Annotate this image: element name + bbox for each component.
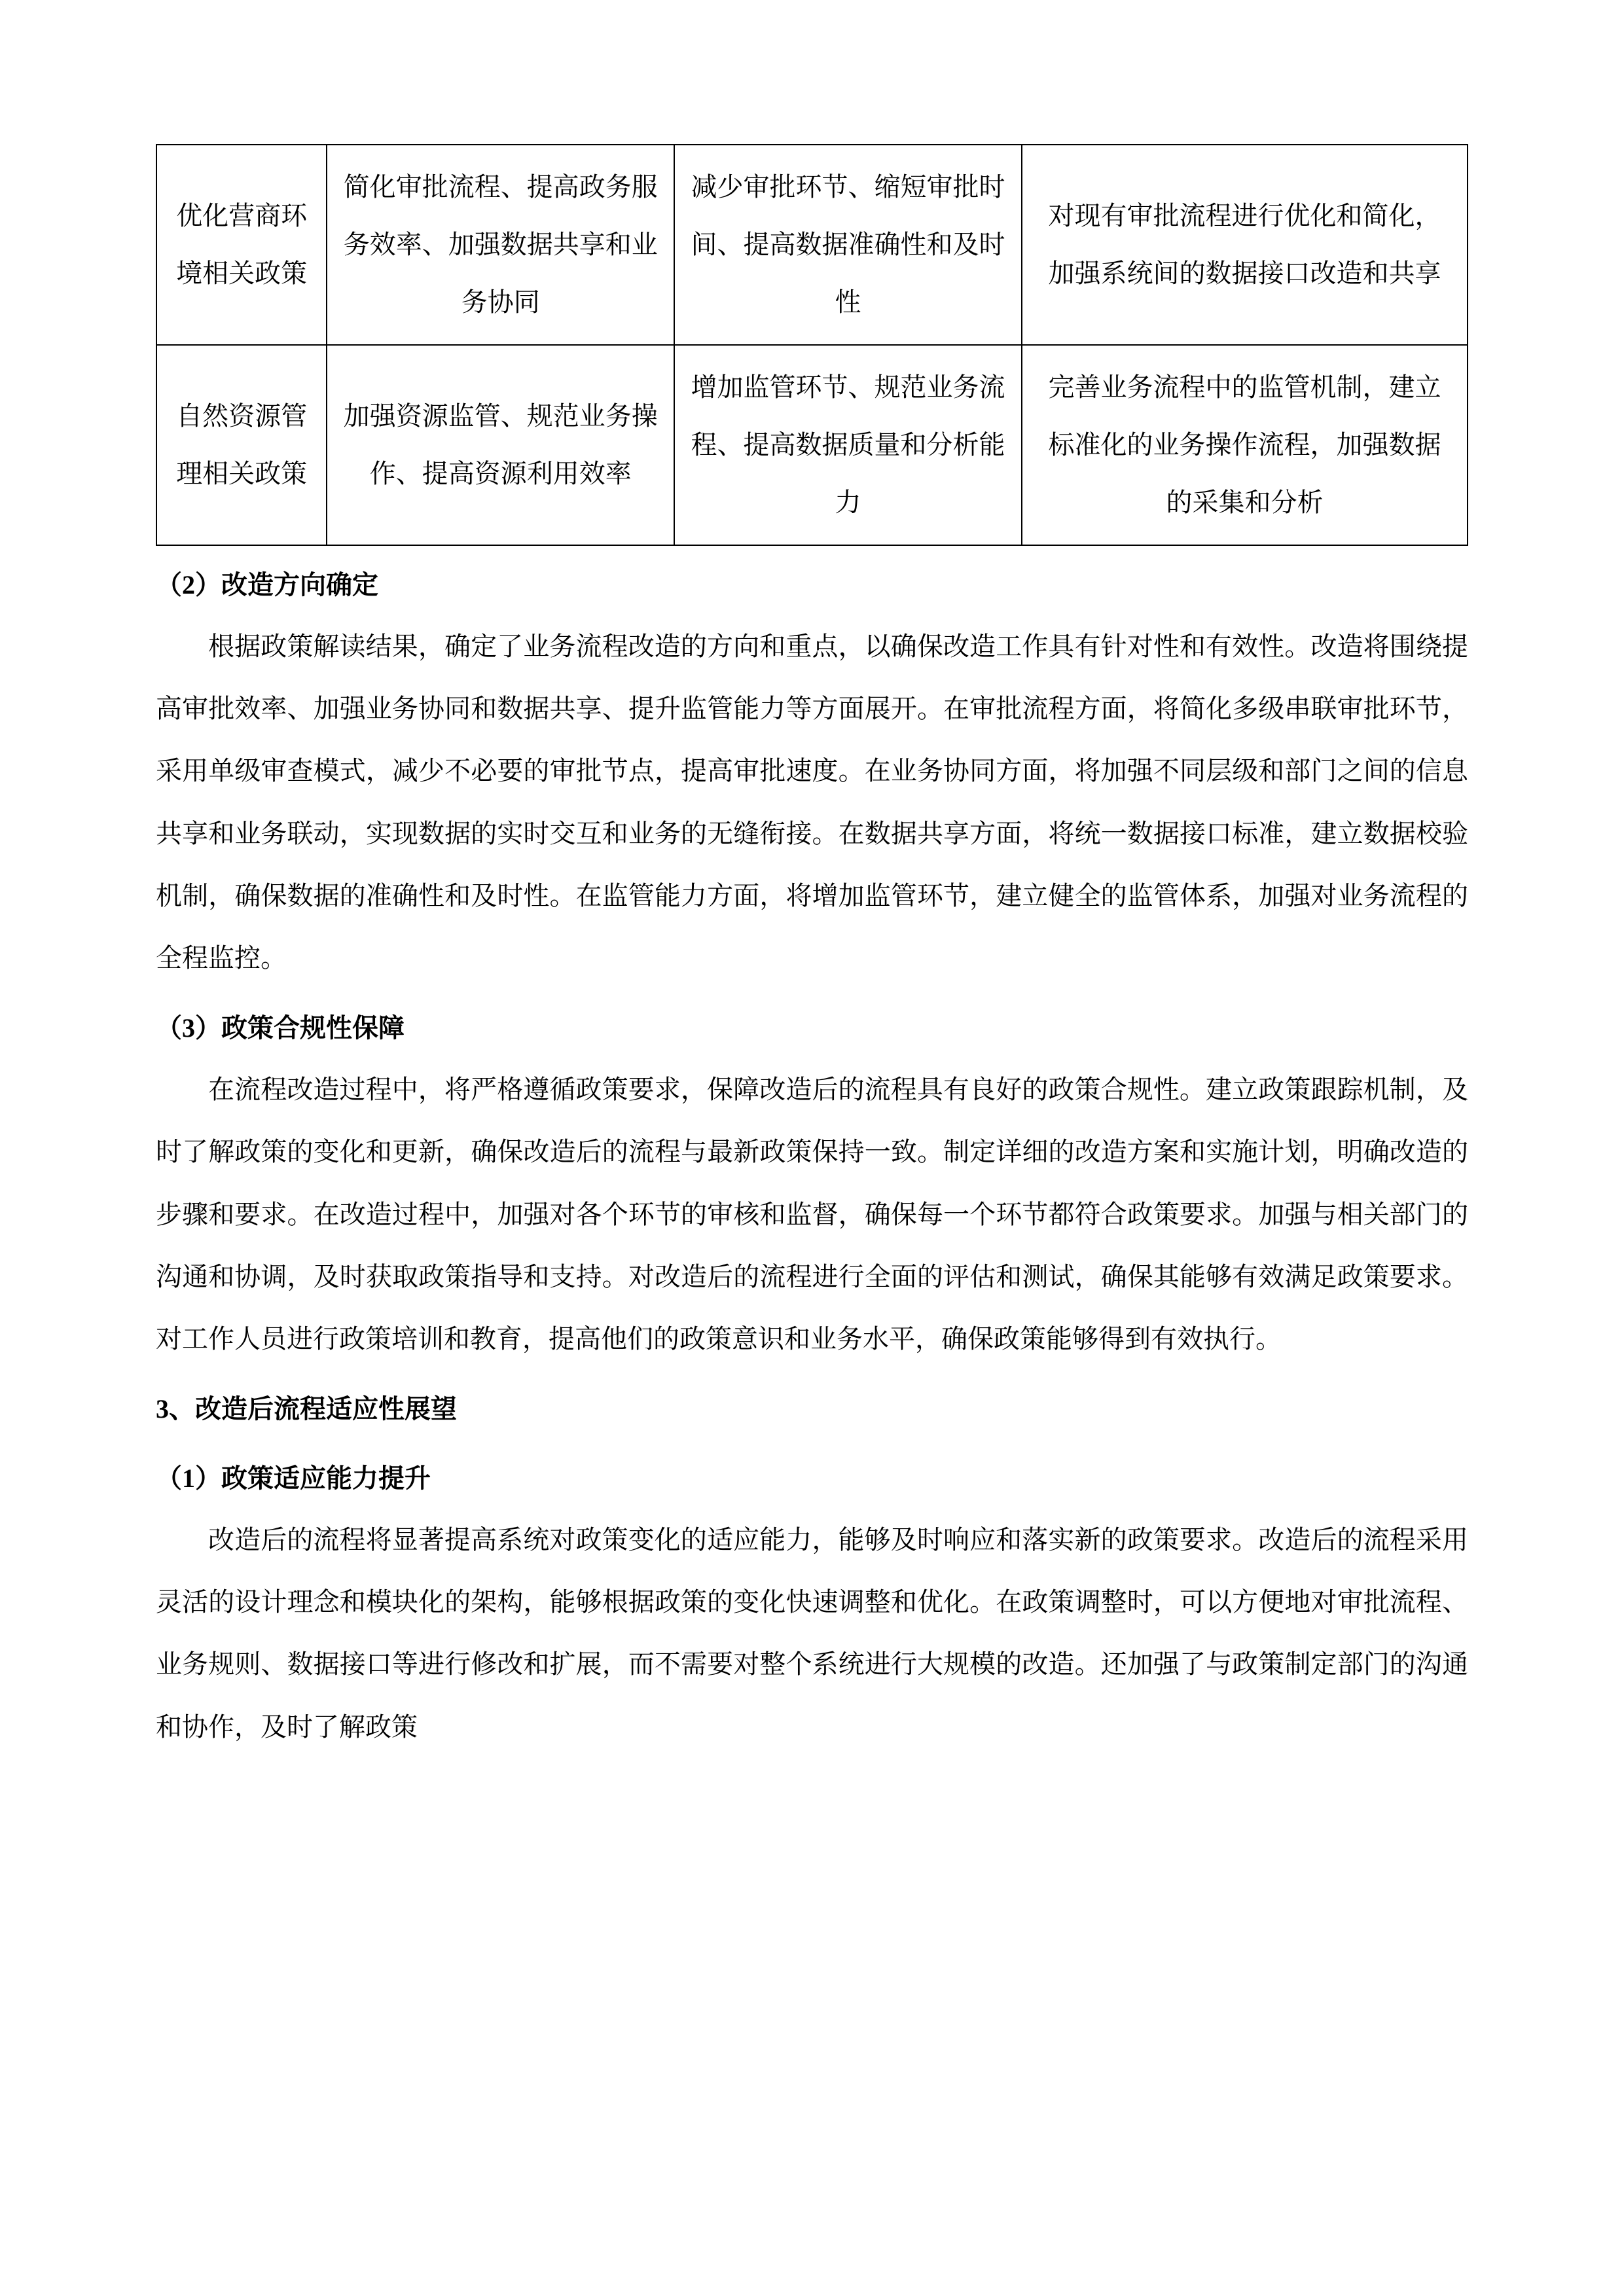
paragraph-compliance: 在流程改造过程中，将严格遵循政策要求，保障改造后的流程具有良好的政策合规性。建立政策跟踪机制，及时了解政策的变化和更新，确保改造后的流程与最新政策保持一致。制定详细的改造方案和实施计划，明确改造的步骤和要求。在改造过程中，加强对各个环节的审核和监督，确保每一个环节都符合政策要求。加强与相关部门的沟通和协调，及时获取政策指导和支持。对改造后的流程进行全面的评估和测试，确保其能够有效满足政策要求。对工作人员进行政策培训和教育，提高他们的政策意识和业务水平，确保政策能够得到有效执行。	[156, 1075, 1468, 1354]
paragraph-adaptability: 改造后的流程将显著提高系统对政策变化的适应能力，能够及时响应和落实新的政策要求。改造后的流程采用灵活的设计理念和模块化的架构，能够根据政策的变化快速调整和优化。在政策调整时，可以方便地对审批流程、业务规则、数据接口等进行修改和扩展，而不需要对整个系统进行大规模的改造。还加强了与政策制定部门的沟通和协作，及时了解政策	[156, 1525, 1468, 1742]
policy-interpretation-cell: 加强资源监管、规范业务操作、提高资源利用效率	[327, 345, 674, 545]
table-row	[156, 345, 1468, 545]
policy-direction-cell: 对现有审批流程进行优化和简化，加强系统间的数据接口改造和共享	[1022, 145, 1468, 345]
table-row	[156, 145, 1468, 345]
policy-name-cell: 优化营商环境相关政策	[156, 145, 327, 345]
heading-compliance: （3）政策合规性保障	[156, 1013, 405, 1043]
policy-impact-cell: 减少审批环节、缩短审批时间、提高数据准确性和及时性	[674, 145, 1022, 345]
policy-direction-cell: 完善业务流程中的监管机制，建立标准化的业务操作流程，加强数据的采集和分析	[1022, 345, 1468, 545]
heading-adaptability: （1）政策适应能力提升	[156, 1463, 431, 1494]
heading-direction: （2）改造方向确定	[156, 570, 378, 600]
policy-interpretation-cell: 简化审批流程、提高政务服务效率、加强数据共享和业务协同	[327, 145, 674, 345]
policy-table	[156, 144, 1468, 546]
heading-outlook: 3、改造后流程适应性展望	[156, 1394, 457, 1424]
policy-impact-cell: 增加监管环节、规范业务流程、提高数据质量和分析能力	[674, 345, 1022, 545]
policy-name-cell: 自然资源管理相关政策	[156, 345, 327, 545]
paragraph-direction: 根据政策解读结果，确定了业务流程改造的方向和重点，以确保改造工作具有针对性和有效性。改造将围绕提高审批效率、加强业务协同和数据共享、提升监管能力等方面展开。在审批流程方面，将简化多级串联审批环节，采用单级审查模式，减少不必要的审批节点，提高审批速度。在业务协同方面，将加强不同层级和部门之间的信息共享和业务联动，实现数据的实时交互和业务的无缝衔接。在数据共享方面，将统一数据接口标准，建立数据校验机制，确保数据的准确性和及时性。在监管能力方面，将增加监管环节，建立健全的监管体系，加强对业务流程的全程监控。	[156, 632, 1468, 973]
